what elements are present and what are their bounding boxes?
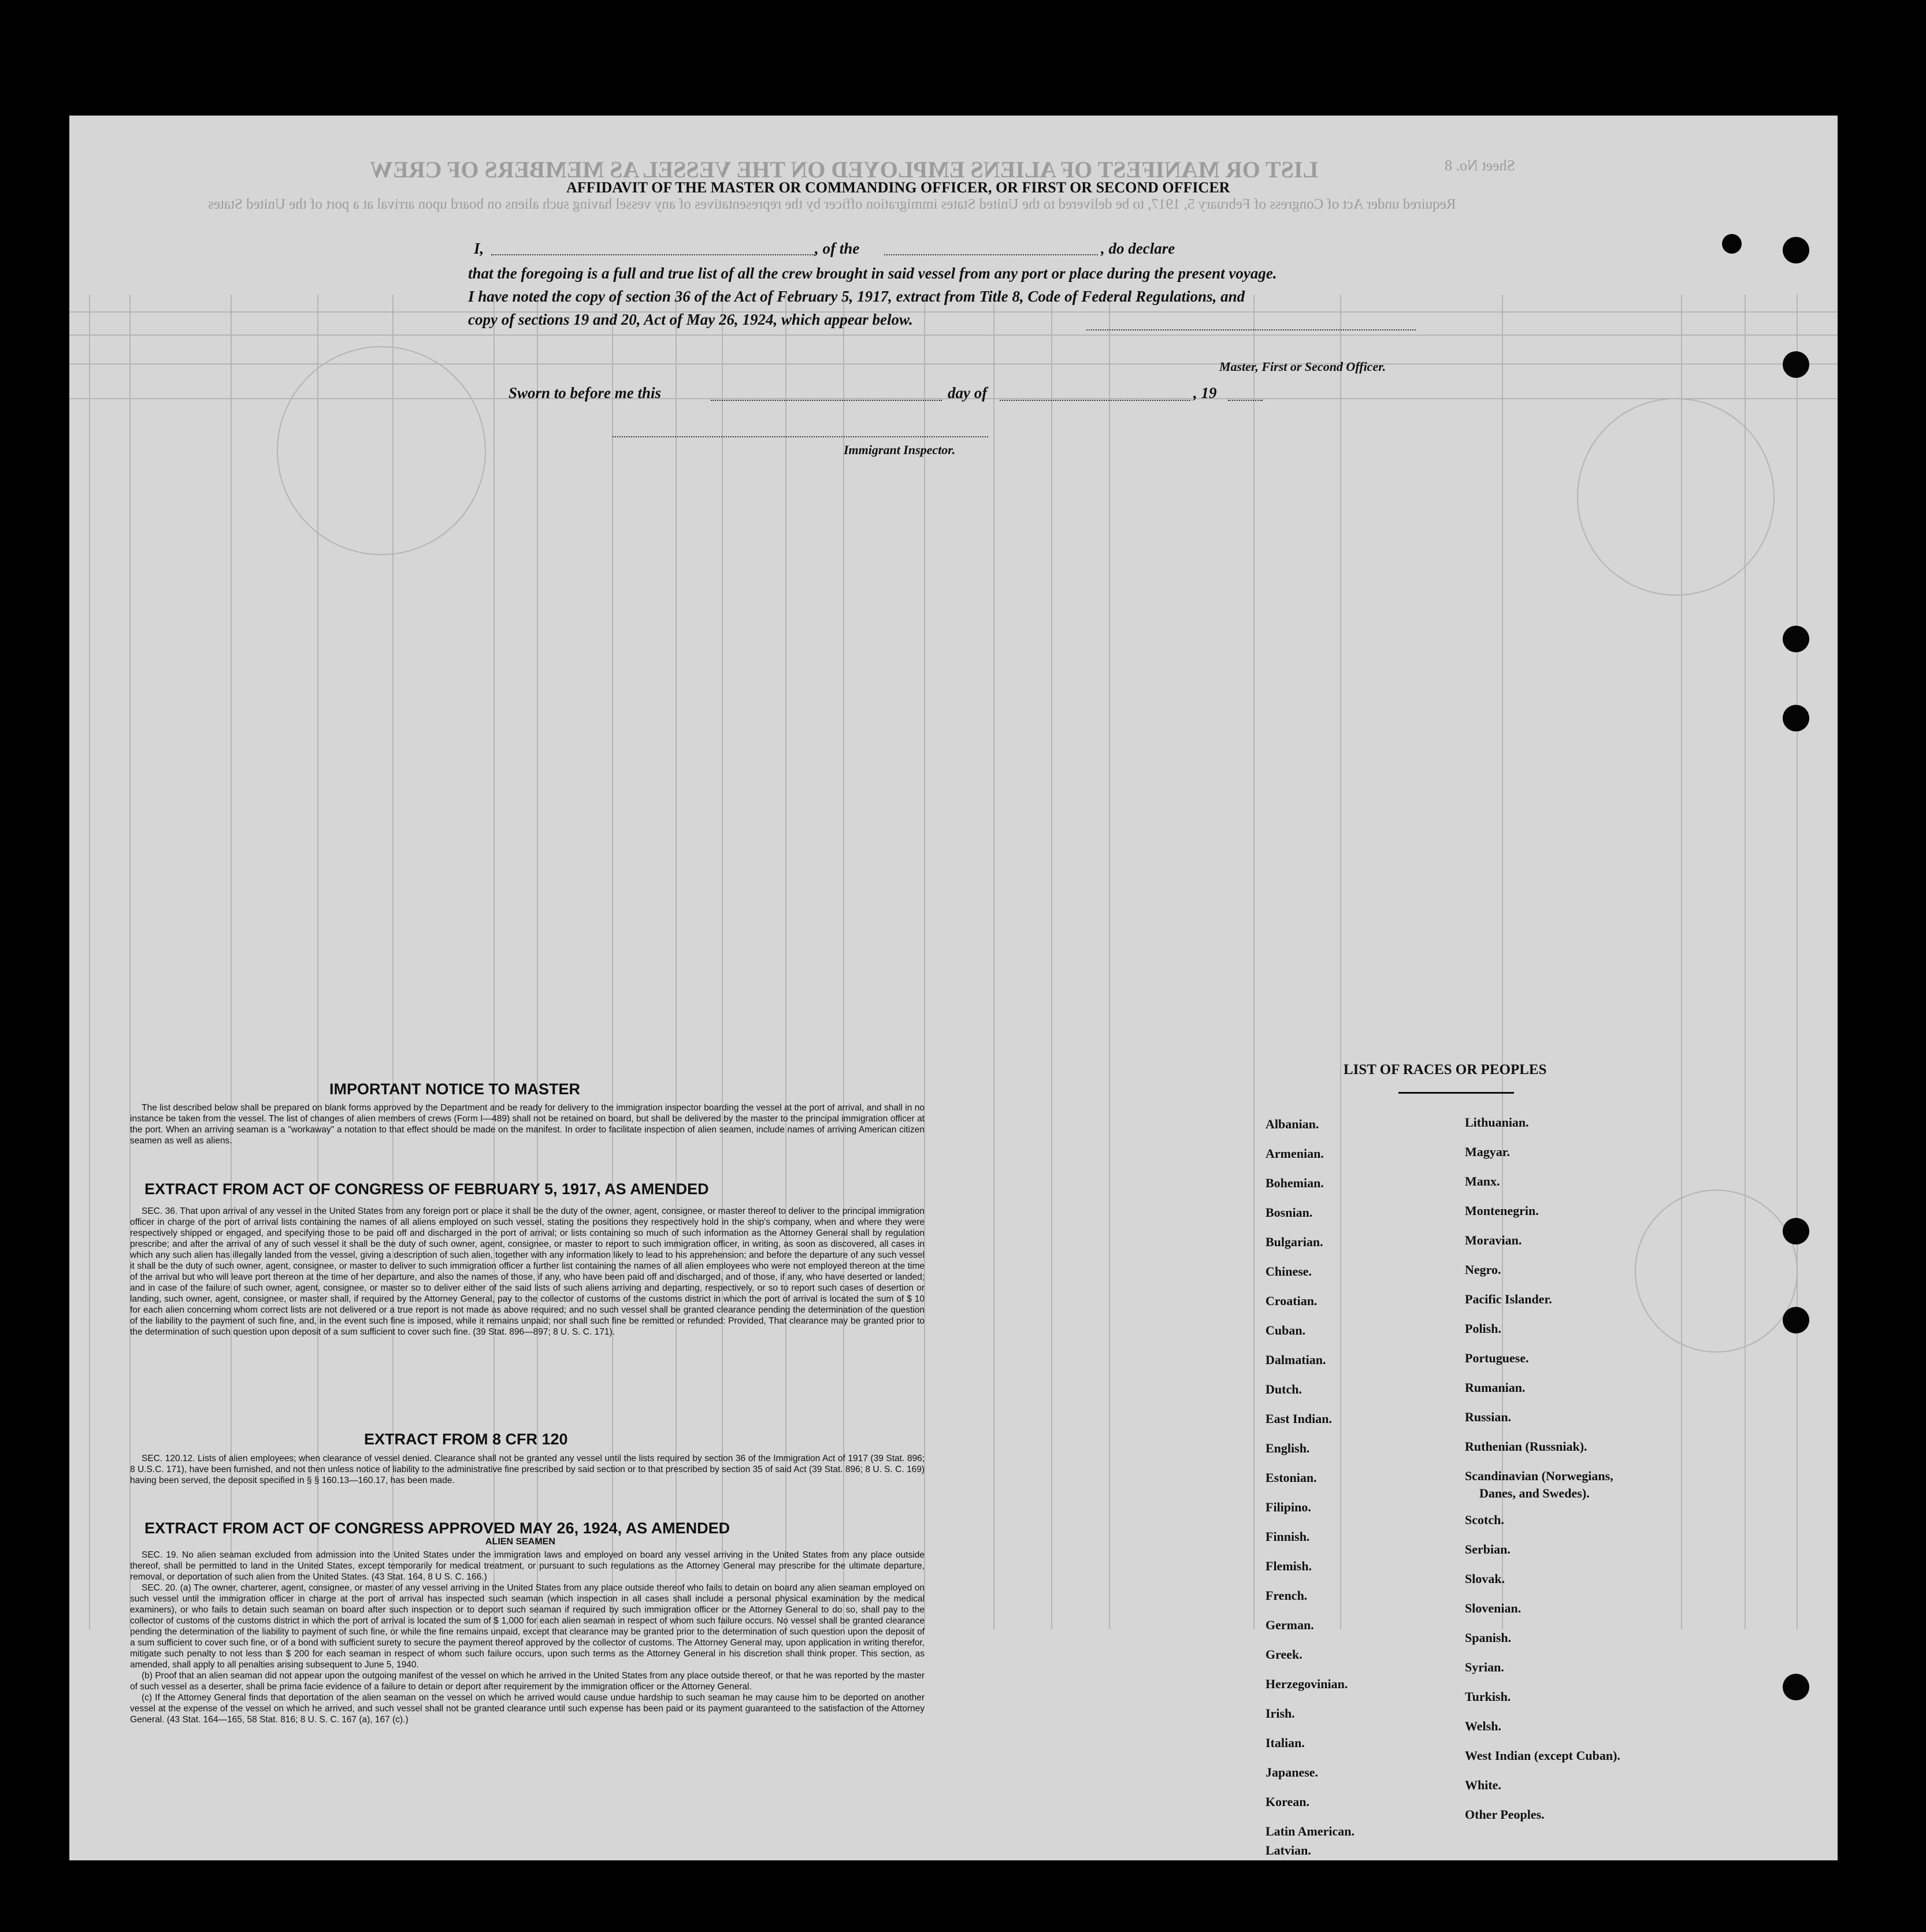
race-left-item: East Indian. bbox=[1266, 1411, 1332, 1426]
affidavit-line4: copy of sections 19 and 20, Act of May 26, 1924, which appear below. bbox=[468, 311, 913, 328]
race-right-item: Other Peoples. bbox=[1465, 1807, 1545, 1822]
race-left-item: Bulgarian. bbox=[1266, 1235, 1323, 1249]
races-title: LIST OF RACES OR PEOPLES bbox=[1344, 1062, 1547, 1078]
notice-title: IMPORTANT NOTICE TO MASTER bbox=[329, 1080, 580, 1098]
inspector-label: Immigrant Inspector. bbox=[844, 443, 956, 457]
race-right-item: Manx. bbox=[1465, 1174, 1500, 1188]
affidavit-line3: I have noted the copy of section 36 of the Act of February 5, 1917, extract from Title 8, Code of Federal Regulations, and bbox=[468, 288, 1245, 305]
inspector-signature-line bbox=[613, 436, 988, 437]
race-left-item: Albanian. bbox=[1266, 1117, 1319, 1131]
race-right-item: White. bbox=[1465, 1778, 1501, 1792]
race-right-item: Syrian. bbox=[1465, 1660, 1504, 1674]
race-right-item: Serbian. bbox=[1465, 1542, 1511, 1556]
punch-hole bbox=[1783, 626, 1809, 652]
affidavit-line2: that the foregoing is a full and true list of all the crew brought in said vessel from any port or place during the present voyage. bbox=[468, 265, 1277, 282]
race-left-item: Croatian. bbox=[1266, 1294, 1318, 1308]
race-right-item: Pacific Islander. bbox=[1465, 1292, 1552, 1306]
sworn-date-line bbox=[711, 400, 942, 401]
bleed-through-title: LIST OR MANIFEST OF ALIENS EMPLOYED ON THE VESSEL AS MEMBERS OF CREW bbox=[370, 157, 1319, 183]
bleed-through-sheet-no: Sheet No. 8 bbox=[1445, 157, 1516, 174]
notice-paragraph: The list described below shall be prepared on blank forms approved by the Department and be ready for delivery to the immigration inspector boarding the vessel at the port of arrival, and shall in no instance be taken from the vessel. The list of changes of alien members of crews (Form I—489) shall not be retained on board, but shall be delivered by the master to the principal immigration officer at the port. When an arriving seaman is a "workaway" a notation to that effect should be made on the manifest. In order to facilitate inspection of alien seamen, include names of arriving American citizen seamen as well as aliens. bbox=[130, 1103, 925, 1146]
race-left-item: Flemish. bbox=[1266, 1559, 1312, 1573]
race-right-item: Spanish. bbox=[1465, 1630, 1512, 1645]
affidavit-declare: , do declare bbox=[1101, 240, 1175, 257]
race-left-item: Filipino. bbox=[1266, 1500, 1311, 1514]
sec20b-paragraph: (b) Proof that an alien seaman did not appear upon the outgoing manifest of the vessel on which he arrived in the United States from any place outside thereof, or that he was reported by the master of such vessel as a deserter, shall be prima facie evidence of a failure to detain or deport after requirement by the immigration officer or the Attorney General. bbox=[130, 1671, 925, 1692]
race-left-item: Dalmatian. bbox=[1266, 1353, 1326, 1367]
punch-hole bbox=[1783, 237, 1809, 263]
master-label: Master, First or Second Officer. bbox=[1219, 359, 1386, 374]
punch-hole bbox=[1783, 1307, 1809, 1333]
manifest-page bbox=[69, 116, 1838, 1860]
race-right-item: Moravian. bbox=[1465, 1233, 1522, 1247]
sec120-paragraph: SEC. 120.12. Lists of alien employees; when clearance of vessel denied. Clearance shall not be granted any vessel until the lists required by section 36 of the Immigration Act of 1917 (39 Stat. 896; 8 U.S.C. 171), have been furnished, and not then unless notice of liability to the administrative fine prescribed by said section or to that prescribed by section 35 of said Act (39 Stat. 896; 8 U. S. C. 169) having been served, the deposit specified in § § 160.13—160.17, has been made. bbox=[130, 1454, 925, 1485]
extract-1924-text bbox=[130, 1550, 925, 1725]
master-signature-line bbox=[1086, 329, 1416, 330]
race-right-item: Slovak. bbox=[1465, 1571, 1505, 1586]
punch-hole bbox=[1783, 1674, 1809, 1700]
race-left-item: Dutch. bbox=[1266, 1382, 1302, 1396]
race-right-item: West Indian (except Cuban). bbox=[1465, 1748, 1620, 1763]
race-right-item: Lithuanian. bbox=[1465, 1115, 1529, 1130]
race-left-item: Latin American. bbox=[1266, 1824, 1354, 1838]
affidavit-heading: AFFIDAVIT OF THE MASTER OR COMMANDING OFFICER, OR FIRST OR SECOND OFFICER bbox=[566, 179, 1230, 196]
sec20a-paragraph: SEC. 20. (a) The owner, charterer, agent, consignee, or master of any vessel arriving in the United States from any place outside thereof who fails to detain on board any alien seaman employed on such vessel until the immigration officer in charge at the port of arrival has inspected such seaman (which inspection in all cases shall include a personal physical examination by the medical examiners), or who fails to detain such seaman on board after such inspection or to deport such seaman if required by such immigration officer or the Attorney General to do so, shall pay to the collector of customs of the customs district in which the port of arrival is located the sum of $ 1,000 for each alien seaman in respect of whom such failure occurs. No vessel shall be granted clearance pending the determination of the liability to payment of such fine, or while the fine remains unpaid, except that clearance may be granted prior to the determination of such question upon the deposit of a sum sufficient to cover such fine, or of a bond with sufficient surety to secure the payment thereof approved by the collector of customs. The Attorney General may, upon application in writing therefor, mitigate such penalty to not less than $ 200 for each seaman in respect of whom such failure occurs, upon such terms as the Attorney General in his discretion shall think proper. This section, as amended, shall apply to all penalties arising subsequent to June 5, 1940. bbox=[130, 1583, 925, 1670]
extract-1924-title: EXTRACT FROM ACT OF CONGRESS APPROVED MAY 26, 1924, AS AMENDED bbox=[144, 1519, 730, 1537]
sec20c-paragraph: (c) If the Attorney General finds that deportation of the alien seaman on the vessel on which he arrived would cause undue hardship to such seaman he may cause him to be deported on another vessel at the expense of the vessel on which he arrived, and such vessel shall not be granted clearance until such expense has been paid or its payment guaranteed to the satisfaction of the Attorney General. (43 Stat. 164—165, 58 Stat. 816; 8 U. S. C. 167 (a), 167 (c).) bbox=[130, 1693, 925, 1725]
extract-cfr-text bbox=[130, 1453, 925, 1486]
race-right-item: Scotch. bbox=[1465, 1513, 1504, 1527]
race-left-item: Finnish. bbox=[1266, 1529, 1310, 1544]
race-left-item: Bosnian. bbox=[1266, 1205, 1313, 1220]
punch-hole bbox=[1783, 705, 1809, 731]
race-right-item: Danes, and Swedes). bbox=[1479, 1486, 1590, 1500]
race-left-item: Bohemian. bbox=[1266, 1176, 1324, 1190]
race-right-item: Magyar. bbox=[1465, 1145, 1511, 1159]
race-right-item: Turkish. bbox=[1465, 1689, 1511, 1704]
extract-cfr-title: EXTRACT FROM 8 CFR 120 bbox=[364, 1431, 568, 1448]
affidavit-vessel-line bbox=[884, 254, 1098, 255]
race-left-item: Japanese. bbox=[1266, 1765, 1319, 1779]
race-left-item: English. bbox=[1266, 1441, 1310, 1455]
race-left-item: Armenian. bbox=[1266, 1146, 1324, 1161]
race-right-item: Welsh. bbox=[1465, 1719, 1501, 1733]
race-left-item: Italian. bbox=[1266, 1736, 1305, 1750]
extract-1917-text bbox=[130, 1206, 925, 1337]
race-left-item: Greek. bbox=[1266, 1647, 1302, 1662]
race-left-item: French. bbox=[1266, 1588, 1308, 1603]
extract-1917-title: EXTRACT FROM ACT OF CONGRESS OF FEBRUARY 5, 1917, AS AMENDED bbox=[144, 1180, 709, 1198]
year-line bbox=[1228, 400, 1263, 401]
affidavit-name-line bbox=[491, 254, 815, 255]
race-left-item: German. bbox=[1266, 1618, 1314, 1632]
race-right-item: Negro. bbox=[1465, 1262, 1501, 1277]
race-left-item: Chinese. bbox=[1266, 1264, 1312, 1279]
race-right-item: Russian. bbox=[1465, 1410, 1512, 1424]
notice-text bbox=[130, 1102, 925, 1146]
race-right-item: Portuguese. bbox=[1465, 1351, 1529, 1365]
race-left-item: Korean. bbox=[1266, 1794, 1309, 1809]
race-left-item: Latvian. bbox=[1266, 1843, 1311, 1857]
race-left-item: Irish. bbox=[1266, 1706, 1295, 1721]
punch-hole bbox=[1722, 234, 1742, 254]
punch-hole bbox=[1783, 1218, 1809, 1244]
race-right-item: Scandinavian (Norwegians, bbox=[1465, 1469, 1613, 1483]
race-left-item: Estonian. bbox=[1266, 1470, 1317, 1485]
affidavit-i: I, bbox=[474, 240, 484, 257]
day-of-label: day of bbox=[948, 384, 988, 402]
race-left-item: Cuban. bbox=[1266, 1323, 1306, 1337]
race-right-item: Slovenian. bbox=[1465, 1601, 1521, 1615]
month-line bbox=[1000, 400, 1190, 401]
race-left-item: Herzegovinian. bbox=[1266, 1677, 1348, 1691]
extract-1924-subtitle: ALIEN SEAMEN bbox=[485, 1537, 555, 1547]
sec36-paragraph: SEC. 36. That upon arrival of any vessel in the United States from any foreign port or place it shall be the duty of the owner, agent, consignee, or master thereof to deliver to the principal immigration officer in charge of the port of arrival lists containing the names of all aliens employed on such vessel, stating the positions they respectively hold in the ship's company, when and where they were respectively shipped or engaged, and specifying those to be paid off and discharged in the port of arrival; or lists containing so much of such information as the Attorney General shall by regulation prescribe; and after the arrival of any of such vessel it shall be the duty of such owner, agent, consignee, or master to report to such immigration officer, in writing, as soon as discovered, all cases in which any such alien has illegally landed from the vessel, giving a description of such alien, together with any information likely to lead to his apprehension; and before the departure of any such vessel it shall be the duty of such owner, agent, consignee, or master to deliver to such immigration officer a further list containing the names of all alien employees who were not employed thereon at the time of the arrival but who will leave port thereon at the time of her departure, and also the names of those, if any, who have been paid off and discharged, and of those, if any, who have deserted or landed; and in case of the failure of such owner, agent, consignee, or master so to deliver either of the said lists of such aliens arriving and departing, respectively, or so to report such cases of desertion or landing, such owner, agent, consignee, or master shall, if required by the Attorney General, pay to the collector of customs of the customs district in which the port of arrival is located the sum of $ 10 for each alien concerning whom correct lists are not delivered or a true report is not made as above required; and no such vessel shall be granted clearance pending the determination of the question of the liability to the payment of such fine, and, in the event such fine is imposed, while it remains unpaid; nor shall such fine be remitted or refunded: Provided, That clearance may be granted prior to the determination of such question upon deposit of a sum sufficient to cover such fine. (39 Stat. 896—897; 8 U. S. C. 171). bbox=[130, 1206, 925, 1337]
punch-hole bbox=[1783, 351, 1809, 378]
race-right-item: Rumanian. bbox=[1465, 1380, 1526, 1395]
race-right-item: Ruthenian (Russniak). bbox=[1465, 1439, 1587, 1454]
bleed-through-required: Required under Act of Congress of February 5, 1917, to be delivered to the United States immigration officer by the representatives of any vessel having such aliens on board upon arrival at a port of the United States bbox=[208, 196, 1456, 212]
sworn-label: Sworn to before me this bbox=[509, 384, 662, 402]
race-right-item: Montenegrin. bbox=[1465, 1203, 1539, 1218]
races-title-underline bbox=[1398, 1092, 1514, 1094]
race-right-item: Polish. bbox=[1465, 1321, 1501, 1336]
year-label: , 19 bbox=[1193, 384, 1217, 402]
affidavit-of-the: , of the bbox=[815, 240, 860, 257]
sec19-paragraph: SEC. 19. No alien seaman excluded from admission into the United States under the immigration laws and employed on board any vessel arriving in the United States from any place outside thereof, shall be permitted to land in the United States, except temporarily for medical treatment, or pursuant to such regulations as the Attorney General may prescribe for the ultimate departure, removal, or deportation of such alien from the United States. (43 Stat. 164, 8 U S. C. 166.) bbox=[130, 1550, 925, 1582]
